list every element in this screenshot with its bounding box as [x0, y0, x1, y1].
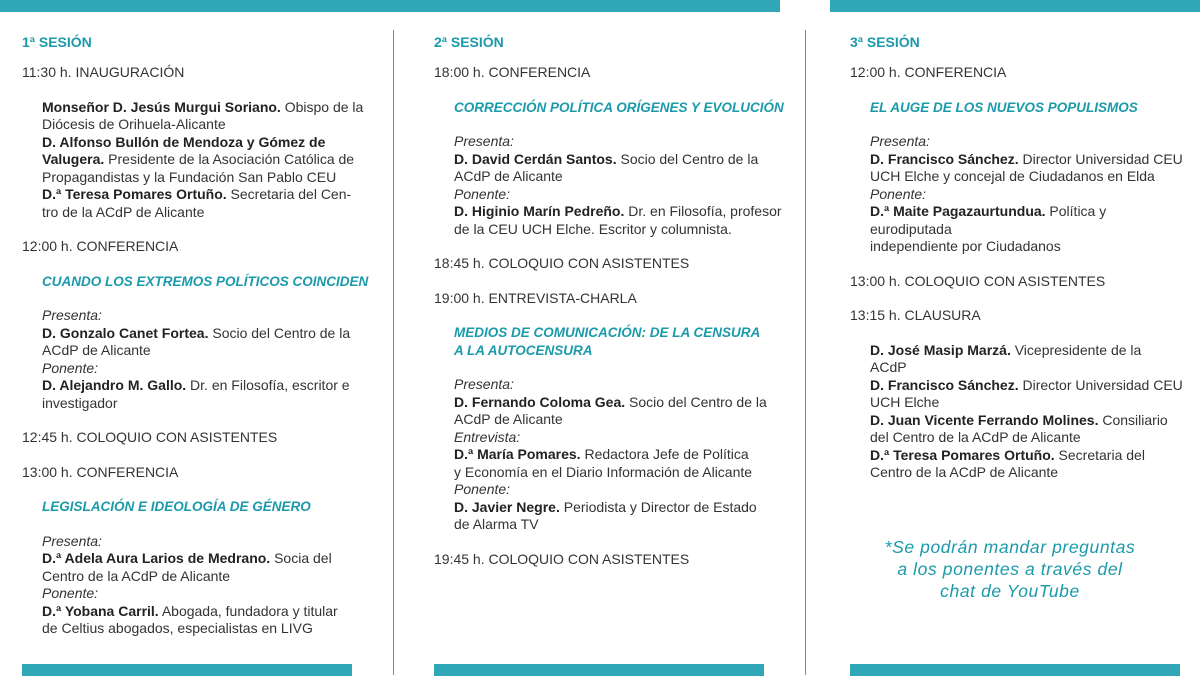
speaker-name: D. Juan Vicente Ferrando Molines. [870, 411, 1099, 428]
session-1-title: 1ª SESIÓN [22, 34, 92, 50]
speaker-name: D. Javier Negre. [454, 498, 560, 515]
speaker-name: D.ª Teresa Pomares Ortuño. [870, 446, 1055, 463]
slot-conference: 13:00 h. CONFERENCIA [22, 463, 179, 480]
session-2-title: 2ª SESIÓN [434, 34, 504, 50]
slot-coloquio: 18:45 h. COLOQUIO CON ASISTENTES [434, 255, 690, 271]
session-3-column [850, 30, 1190, 499]
top-bar-left [0, 0, 780, 12]
slot-coloquio: 13:00 h. COLOQUIO CON ASISTENTES [850, 272, 1106, 289]
speaker-name: D.ª Adela Aura Larios de Medrano. [42, 550, 271, 566]
speaker-name: D. Alejandro M. Gallo. [42, 377, 187, 393]
interview-speakers: Presenta: D. Fernando Coloma Gea. Socio del Centro de la ACdP de Alicante Entrevista: D.ª María Pomares. Redactora Jefe de Política y Economía en el Diario Información de Alicante Ponente: D. Javier Negre. Periodista y Director de Estado de Alarma TV [454, 376, 767, 532]
speaker-name: D. José Masip Marzá. [870, 341, 1011, 358]
session-3-title: 3ª SESIÓN [850, 34, 920, 50]
speaker-name: D. Fernando Coloma Gea. [454, 393, 626, 410]
speaker-name: D. Francisco Sánchez. [870, 376, 1019, 393]
session-2-column [434, 30, 789, 585]
inauguration-speakers: Monseñor D. Jesús Murgui Soriano. Obispo de la Diócesis de Orihuela-Alicante D. Alfonso Bullón de Mendoza y Gómez de Valugera. Presidente de la Asociación Católica de Propagandistas y la Fundación San Pablo CEU D.ª Teresa Pomares Ortuño. Secretaria del Cen- tro de la ACdP de Alicante [42, 98, 364, 220]
conference-speakers: Presenta: D. David Cerdán Santos. Socio del Centro de la ACdP de Alicante Ponente: D. Higinio Marín Pedreño. Dr. en Filosofía, profesor de la CEU UCH Elche. Escritor y columnista. [454, 133, 782, 237]
slot-coloquio: 12:45 h. COLOQUIO CON ASISTENTES [22, 429, 278, 445]
session-1-column [22, 30, 372, 655]
youtube-questions-note: *Se podrán mandar preguntas a los ponentes a través del chat de YouTube [884, 537, 1136, 601]
conference-speakers: Presenta: D.ª Adela Aura Larios de Medrano. Socia del Centro de la ACdP de Alicante Ponente: D.ª Yobana Carril. Abogada, fundadora y titular de Celtius abogados, especialistas en LIVG [42, 532, 338, 636]
slot-clausura: 13:15 h. CLAUSURA [850, 307, 981, 323]
conference-title: CUANDO LOS EXTREMOS POLÍTICOS COINCIDEN [42, 273, 369, 289]
slot-coloquio: 19:45 h. COLOQUIO CON ASISTENTES [434, 550, 690, 567]
bottom-bar-1 [22, 664, 352, 676]
conference-title: EL AUGE DE LOS NUEVOS POPULISMOS [870, 99, 1138, 115]
speaker-name: D. Higinio Marín Pedreño. [454, 203, 625, 219]
speaker-name: D.ª Teresa Pomares Ortuño. [42, 186, 227, 202]
conference-speakers: Presenta: D. Francisco Sánchez. Director Universidad CEU UCH Elche y concejal de Ciudadanos en Elda Ponente: D.ª Maite Pagazaurtundua. Política y eurodiputada independiente por Ciudadanos [870, 133, 1183, 254]
speaker-name: D.ª Yobana Carril. [42, 602, 159, 619]
slot-inauguracion: 11:30 h. INAUGURACIÓN [22, 64, 185, 80]
speaker-name: D. Gonzalo Canet Fortea. [42, 324, 209, 341]
speaker-name: D. David Cerdán Santos. [454, 150, 617, 167]
slot-conference: 12:00 h. CONFERENCIA [850, 64, 1007, 80]
closing-speakers: D. José Masip Marzá. Vicepresidente de la ACdP D. Francisco Sánchez. Director Universidad CEU UCH Elche D. Juan Vicente Ferrando Molines. Consiliario del Centro de la ACdP de Alicante D.ª Teresa Pomares Ortuño. Secretaria del Centro de la ACdP de Alicante [870, 341, 1183, 480]
conference-title: LEGISLACIÓN E IDEOLOGÍA DE GÉNERO [42, 499, 311, 514]
conference-speakers: Presenta: D. Gonzalo Canet Fortea. Socio del Centro de la ACdP de Alicante Ponente: D. Alejandro M. Gallo. Dr. en Filosofía, escritor e investigador [42, 307, 351, 411]
interview-title: MEDIOS DE COMUNICACIÓN: DE LA CENSURA A LA AUTOCENSURA [454, 325, 761, 358]
slot-entrevista: 19:00 h. ENTREVISTA-CHARLA [434, 289, 637, 306]
slot-conference: 18:00 h. CONFERENCIA [434, 64, 591, 80]
slot-conference: 12:00 h. CONFERENCIA [22, 238, 179, 254]
speaker-name: D.ª María Pomares. [454, 446, 581, 462]
speaker-name: D. Alfonso Bullón de Mendoza y Gómez de [42, 133, 326, 150]
divider-2 [805, 30, 806, 675]
speaker-name: D. Francisco Sánchez. [870, 150, 1019, 167]
speaker-name: Valugera. [42, 151, 105, 167]
bottom-bar-2 [434, 664, 764, 676]
top-bar-right [830, 0, 1200, 12]
divider-1 [393, 30, 394, 675]
bottom-bar-3 [850, 664, 1180, 676]
speaker-name: D.ª Maite Pagazaurtundua. [870, 203, 1046, 219]
conference-title: CORRECCIÓN POLÍTICA ORÍGENES Y EVOLUCIÓN [454, 99, 784, 115]
speaker-name: Monseñor D. Jesús Murgui Soriano. [42, 98, 281, 115]
